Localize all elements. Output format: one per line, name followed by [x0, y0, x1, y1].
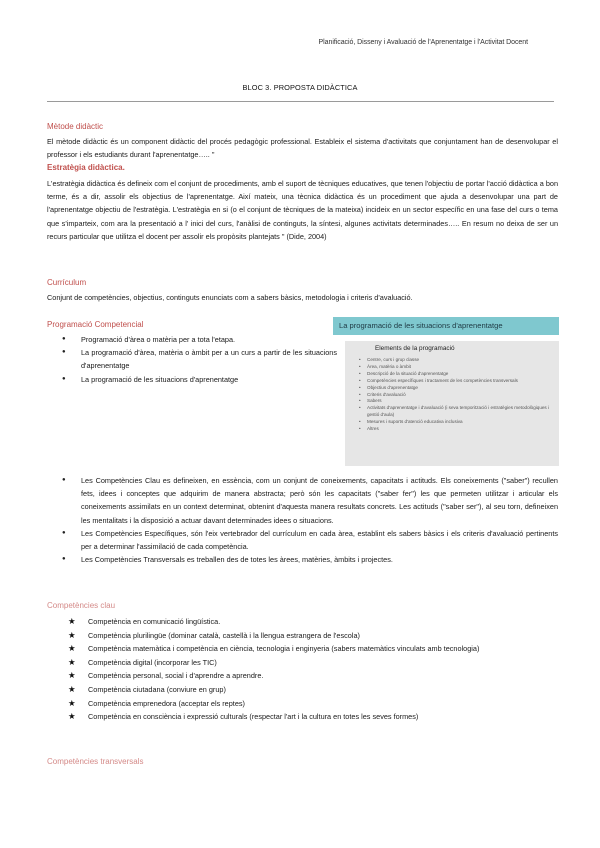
list-item: • Sabers [359, 398, 555, 405]
list-item: ● Les Competències Específiques, són l'eix vertebrador del currículum en cada àrea, establint els sabers bàsics i els criteris d'avaluació pertinents per a determinar l'assimilació de cada competència. [47, 527, 558, 553]
list-item: • Altres [359, 426, 555, 433]
figure-elements-box [345, 341, 559, 466]
transversals-heading: Competències transversals [47, 757, 144, 766]
list-item: • Àrea, matèria o àmbit [359, 364, 555, 371]
list-item: ● Les Competències Transversals es treballen des de totes les àrees, matèries, àmbits i projectes. [47, 553, 558, 566]
metode-heading: Mètode didàctic [47, 122, 104, 131]
competencies-list [47, 474, 558, 566]
list-item: ★ Competència en consciència i expressió culturals (respectar l'art i la cultura en totes les seves formes) [68, 710, 558, 724]
list-item: ★ Competència ciutadana (conviure en grup) [68, 683, 558, 697]
estrategia-text: L'estratègia didàctica és defineix com el conjunt de procediments, amb el suport de tècniques educatives, que tenen l'objectiu de portar l'acció didàctica a bon terme, és a dir, assolir els objectius de l'aprenentatge. Així mateix, una tècnica didàctica és un procediment que ajuda a desenvolupar una part de l'aprenentatge objectiu de l'estratègia. L'estratègia en si (o el conjunt de tècniques de la mateixa) incideix en un sector específic en una fase del curs o tema que s'imparteix, com ara la presentació a l' inici del curs, l'anàlisi de continguts, la síntesi, algunes activitats determinades….. En resum no deixa de ser un recurs particular que utilitza el docent per assolir els propòsits plantejats " (Dide, 2004) [47, 179, 558, 241]
list-item: • Criteris d'avaluació [359, 392, 555, 399]
clau-list [68, 615, 558, 724]
figure-elements-list [359, 357, 555, 433]
list-item: • Activitats d'aprenentatge i d'avaluació (i seva temporització i estratègies metodològiques i gestió d'aula) [359, 405, 555, 419]
list-item: ★ Competència plurilingüe (dominar català, castellà i la llengua estrangera de l'escola) [68, 629, 558, 643]
document-running-title: Planificació, Disseny i Avaluació de l'Aprenentatge i l'Activitat Docent [318, 39, 528, 46]
list-item: ★ Competència digital (incorporar les TIC) [68, 656, 558, 670]
list-item: ★ Competència en comunicació lingüística. [68, 615, 558, 629]
list-item: • Descripció de la situació d'aprenentatge [359, 371, 555, 378]
bloc-title: BLOC 3. PROPOSTA DIDÀCTICA [242, 83, 358, 92]
situacions-figure [333, 317, 559, 467]
list-item: • Centre, curs i grup classe [359, 357, 555, 364]
estrategia-heading: Estratègia didàctica. [47, 163, 125, 172]
list-item: ★ Competència personal, social i d'aprendre a aprendre. [68, 669, 558, 683]
programacio-list [47, 333, 337, 386]
list-item: ★ Competència matemàtica i competència en ciència, tecnologia i enginyeria (sabers matemàtics vinculats amb tecnologia) [68, 642, 558, 656]
header-divider [47, 101, 554, 102]
clau-heading: Competències clau [47, 601, 116, 610]
curriculum-heading: Currículum [47, 278, 87, 287]
metode-text: El mètode didàctic és un component didàctic del procés pedagògic professional. Estableix el sistema d'activitats que conjuntament han de desenvolupar el professor i els estudiants durant l'aprenentatge….. " [47, 137, 558, 160]
curriculum-text: Conjunt de competències, objectius, continguts enunciats com a sabers bàsics, metodologia i criteris d'avaluació. [47, 293, 413, 302]
list-item: • Objectius d'aprenentatge [359, 385, 555, 392]
list-item: ● La programació de les situacions d'aprenentatge [47, 373, 337, 386]
list-item: ● Les Competències Clau es defineixen, en essència, com un conjunt de coneixements, capacitats i actituds. Els coneixements ("saber") recullen fets, idees i conceptes que adquirim de manera abstracta; però són les capacitats ("saber fer") les que permeten utilitzar i articular els coneixements assimilats en un context determinat, obtenint d'aquesta manera resultats concrets. Les actituds ("saber ser"), al seu torn, defineixen les mentalitats i la disposició a actuar davant determinades idees o situacions. [47, 474, 558, 527]
list-item: ● Programació d'àrea o matèria per a tota l'etapa. [47, 333, 337, 346]
list-item: • Mesures i suports d'atenció educativa inclusiva [359, 419, 555, 426]
list-item: ● La programació d'àrea, matèria o àmbit per a un curs a partir de les situacions d'aprenentatge [47, 346, 337, 372]
figure-title: La programació de les situacions d'aprenentatge [333, 317, 559, 335]
list-item: ★ Competència emprenedora (acceptar els reptes) [68, 697, 558, 711]
programacio-heading: Programació Competencial [47, 320, 144, 329]
list-item: • Competències específiques i tractament de les competències transversals [359, 378, 555, 385]
figure-box-title: Elements de la programació [375, 345, 455, 352]
